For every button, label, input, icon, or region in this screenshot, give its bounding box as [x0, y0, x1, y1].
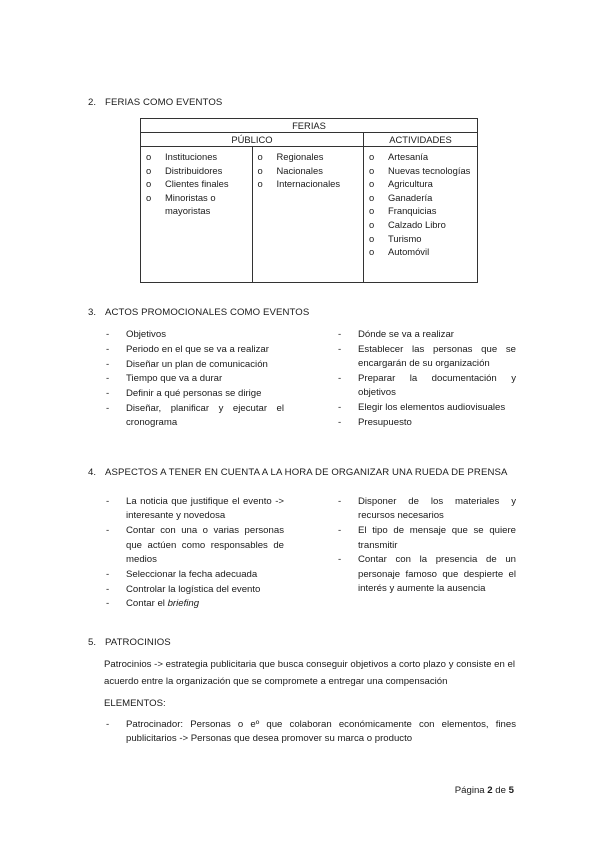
list-item-text: Agricultura — [388, 178, 433, 190]
dash-icon: - — [338, 402, 342, 414]
section-4-heading — [88, 467, 528, 478]
dash-icon: - — [106, 719, 110, 730]
bullet-icon: o — [146, 164, 152, 176]
bullet-icon: o — [257, 178, 263, 190]
list-item — [106, 387, 284, 401]
bullet-icon: o — [369, 205, 375, 217]
list-item — [106, 328, 284, 342]
section-3-left-list — [106, 328, 284, 431]
dash-icon: - — [106, 329, 110, 340]
list-item — [369, 204, 477, 218]
list-item — [106, 568, 284, 582]
list-item-text: Contar con la presencia de un personaje famoso que despierte el interés y aumente la ausencia — [358, 554, 516, 595]
list-item — [258, 177, 364, 191]
list-item — [338, 553, 516, 596]
list-item-text: La noticia que justifique el evento -> interesante y novedosa — [126, 496, 284, 522]
total-pages: 5 — [508, 785, 514, 796]
section-title: PATROCINIOS — [105, 637, 171, 648]
bullet-icon: o — [146, 178, 152, 190]
bullet-icon: o — [257, 151, 263, 162]
list-item-text: Presupuesto — [358, 417, 412, 428]
bullet-icon: o — [369, 246, 375, 258]
briefing-word: briefing — [167, 598, 200, 610]
list-item — [106, 343, 284, 357]
list-item-text: Turismo — [388, 232, 422, 244]
dash-icon: - — [338, 496, 342, 507]
bullet-icon: o — [369, 178, 375, 190]
dash-icon: - — [338, 329, 342, 340]
list-item — [106, 372, 284, 386]
section-2-heading — [88, 97, 528, 108]
dash-icon: - — [106, 358, 110, 370]
list-item — [106, 524, 284, 567]
list-item — [106, 495, 284, 524]
list-item-text: Diseñar un plan de comunicación — [126, 358, 268, 370]
section-title: FERIAS COMO EVENTOS — [105, 97, 223, 108]
actividades-header: ACTIVIDADES — [364, 133, 478, 147]
list-item — [338, 416, 516, 430]
list-item-text: Automóvil — [388, 246, 430, 258]
list-item — [106, 358, 284, 372]
dash-icon: - — [338, 554, 342, 566]
section-3-right-list — [338, 328, 516, 431]
list-item-text: Calzado Libro — [388, 218, 446, 230]
dash-icon: - — [106, 598, 110, 610]
list-item — [369, 191, 477, 205]
list-item-text: Minoristas o mayoristas — [165, 191, 216, 217]
page-footer — [455, 785, 514, 796]
section-number: 5. — [88, 637, 97, 648]
elementos-label: ELEMENTOS: — [104, 698, 166, 709]
footer-middle: de — [492, 785, 509, 796]
list-item — [106, 597, 284, 611]
dash-icon: - — [106, 525, 110, 537]
list-item — [338, 401, 516, 415]
list-item-text: Diseñar, planificar y ejecutar el cronograma — [126, 402, 284, 429]
list-item — [338, 328, 516, 342]
dash-icon: - — [106, 402, 110, 414]
list-item-text: Nuevas tecnologías — [388, 164, 471, 176]
list-item-text: Regionales — [276, 151, 324, 162]
section-4-right-list — [338, 495, 516, 597]
list-item-text: Franquicias — [388, 205, 437, 217]
list-item-text: El tipo de mensaje que se quiere transmitir — [358, 525, 516, 551]
bullet-icon: o — [369, 191, 375, 203]
list-item — [338, 372, 516, 401]
list-item-text: Definir a qué personas se dirige — [126, 388, 262, 400]
bullet-icon: o — [257, 164, 263, 176]
list-item — [258, 164, 364, 178]
list-item — [106, 718, 516, 747]
dash-icon: - — [106, 343, 110, 355]
dash-icon: - — [106, 583, 110, 595]
list-item-text: Controlar la logística del evento — [126, 583, 261, 595]
list-item-text: Clientes finales — [165, 178, 229, 190]
list-item-text: Dónde se va a realizar — [358, 329, 454, 340]
ferias-table — [140, 118, 478, 283]
dash-icon: - — [106, 388, 110, 400]
dash-icon: - — [338, 417, 342, 428]
bullet-icon: o — [146, 151, 152, 162]
bullet-icon: o — [369, 164, 375, 176]
list-item-text: Elegir los elementos audiovisuales — [358, 402, 506, 414]
section-3-heading — [88, 307, 528, 318]
list-item-text: Tiempo que va a durar — [126, 373, 223, 385]
bullet-icon: o — [146, 191, 152, 203]
list-item-text: Artesanía — [388, 151, 429, 162]
elementos-list — [106, 718, 516, 747]
list-item-text: Contar con una o varias personas que actúen como responsables de medios — [126, 525, 284, 566]
list-item-text — [126, 597, 284, 611]
list-item-text: Patrocinador: Personas o eº que colaboran económicamente con elementos, fines publicitarios -> Personas que desea promover su marca o producto — [126, 719, 516, 745]
section-4-left-list — [106, 495, 284, 612]
dash-icon: - — [338, 525, 342, 537]
dash-icon: - — [338, 373, 342, 384]
list-item — [338, 495, 516, 524]
dash-icon: - — [106, 496, 110, 507]
list-item — [338, 343, 516, 372]
section-number: 3. — [88, 307, 97, 318]
list-item — [258, 150, 364, 164]
dash-icon: - — [106, 373, 110, 385]
list-item-text: Instituciones — [165, 151, 218, 162]
list-item — [106, 583, 284, 597]
list-item-text: Periodo en el que se va a realizar — [126, 343, 269, 355]
list-item — [369, 232, 477, 246]
section-title: ACTOS PROMOCIONALES COMO EVENTOS — [105, 307, 310, 318]
dash-icon: - — [106, 568, 110, 580]
list-item — [369, 218, 477, 232]
patrocinios-paragraph: Patrocinios -> estrategia publicitaria que busca conseguir objetivos a corto plazo y consiste en el acuerdo entre la organización que se compromete a entregar una compensación — [104, 659, 515, 687]
list-item — [369, 177, 477, 191]
current-page: 2 — [487, 785, 493, 796]
section-5-heading — [88, 637, 528, 648]
list-item-prefix: Contar el — [126, 598, 168, 610]
dash-icon: - — [338, 343, 342, 355]
list-item — [106, 402, 284, 431]
list-item-text: Distribuidores — [165, 164, 223, 176]
list-item — [146, 150, 252, 164]
bullet-icon: o — [369, 218, 375, 230]
publico-col-1 — [141, 147, 253, 283]
list-item-text: Nacionales — [276, 164, 323, 176]
list-item — [146, 177, 252, 191]
list-item — [146, 191, 252, 218]
list-item-text: Internacionales — [276, 178, 341, 190]
publico-col-2 — [252, 147, 364, 283]
list-item-text: Objetivos — [126, 329, 166, 340]
list-item-text: Preparar la documentación y objetivos — [358, 373, 516, 399]
list-item-text: Ganadería — [388, 191, 433, 203]
section-number: 4. — [88, 467, 97, 478]
bullet-icon: o — [369, 232, 375, 244]
list-item — [369, 164, 477, 178]
list-item — [146, 164, 252, 178]
footer-prefix: Página — [454, 785, 488, 796]
section-title: ASPECTOS A TENER EN CUENTA A LA HORA DE ORGANIZAR UNA RUEDA DE PRENSA — [105, 467, 508, 478]
list-item-text: Disponer de los materiales y recursos necesarios — [358, 496, 516, 522]
list-item — [369, 245, 477, 259]
publico-header: PÚBLICO — [141, 133, 364, 147]
list-item — [369, 150, 477, 164]
table-title: FERIAS — [141, 119, 478, 133]
list-item-text: Seleccionar la fecha adecuada — [126, 568, 258, 580]
actividades-col — [364, 147, 478, 283]
list-item — [338, 524, 516, 553]
list-item-text: Establecer las personas que se encargarán de su organización — [358, 343, 516, 370]
section-number: 2. — [88, 97, 97, 108]
bullet-icon: o — [369, 151, 375, 162]
